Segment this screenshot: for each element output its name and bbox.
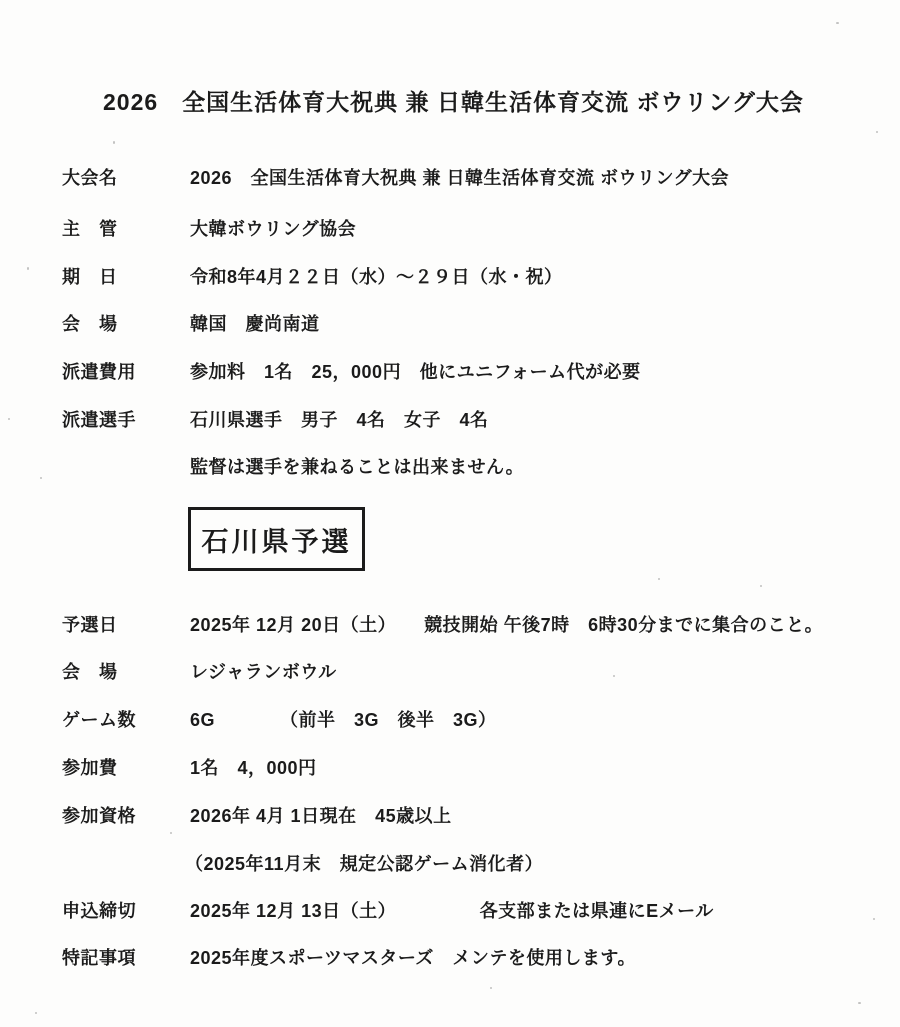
scan-speckle	[858, 1002, 861, 1004]
field-label: 特記事項	[62, 948, 136, 968]
field-label: 参加資格	[62, 806, 136, 826]
field-label: 派遣費用	[62, 362, 136, 382]
field-value: 石川県選手 男子 4名 女子 4名	[190, 410, 489, 430]
field-value: 2026 全国生活体育大祝典 兼 日韓生活体育交流 ボウリング大会	[190, 168, 730, 188]
field-value: レジャランボウル	[190, 662, 337, 682]
qualifier-heading-box	[188, 507, 365, 571]
row-haken-senshu	[62, 406, 489, 432]
field-value: 2025年 12月 13日（土） 各支部または県連にEメール	[190, 901, 714, 921]
scan-speckle	[35, 1012, 37, 1014]
scan-speckle	[40, 477, 42, 479]
field-label: 会 場	[62, 314, 118, 334]
scan-speckle	[876, 131, 878, 133]
field-value: 6G （前半 3G 後半 3G）	[190, 710, 497, 730]
row-tokki-jiko	[62, 944, 636, 970]
scan-speckle	[613, 675, 615, 677]
row-shikaku-note	[57, 850, 543, 876]
field-value: （2025年11月末 規定公認ゲーム消化者）	[185, 854, 544, 874]
field-label: 会 場	[62, 662, 118, 682]
scan-speckle	[658, 578, 660, 580]
row-shukan	[62, 215, 356, 241]
scan-speckle	[8, 418, 10, 420]
field-label: 主 管	[62, 219, 118, 239]
scan-speckle	[170, 832, 172, 834]
scan-speckle	[113, 141, 115, 144]
row-kantoku-note	[62, 453, 524, 479]
row-kijitsu	[62, 263, 563, 289]
row-yosenbi	[62, 611, 823, 637]
field-label: 派遣選手	[62, 410, 136, 430]
scan-speckle	[836, 22, 839, 24]
document-title: 2026 全国生活体育大祝典 兼 日韓生活体育交流 ボウリング大会	[103, 89, 804, 115]
scan-speckle	[760, 585, 762, 587]
field-value: 2026年 4月 1日現在 45歳以上	[190, 806, 452, 826]
row-taikai-mei	[62, 164, 729, 190]
field-label: 予選日	[62, 615, 118, 635]
field-value: 2025年度スポーツマスターズ メンテを使用します。	[190, 948, 636, 968]
row-kaijo	[62, 310, 320, 336]
field-label: 大会名	[62, 168, 118, 188]
field-label: ゲーム数	[62, 710, 136, 730]
field-value: 大韓ボウリング協会	[190, 219, 357, 239]
row-yosen-kaijo	[62, 658, 337, 684]
field-value: 参加料 1名 25，000円 他にユニフォーム代が必要	[190, 362, 641, 382]
scan-speckle	[490, 987, 492, 989]
field-label: 申込締切	[62, 901, 136, 921]
field-value: 令和8年4月２２日（水）～２９日（水・祝）	[190, 267, 563, 287]
qualifier-heading: 石川県予選	[201, 526, 352, 557]
field-label: 参加費	[62, 758, 118, 778]
scan-speckle	[27, 267, 29, 270]
row-sanka-shikaku	[62, 802, 452, 828]
field-label: 期 日	[62, 267, 118, 287]
field-value: 監督は選手を兼ねることは出来ません。	[190, 457, 525, 477]
field-value: 2025年 12月 20日（土） 競技開始 午後7時 6時30分までに集合のこと。	[190, 615, 824, 635]
row-haken-hiyo	[62, 358, 641, 384]
scan-speckle	[873, 918, 875, 920]
row-sankahi	[62, 754, 317, 780]
field-value: 韓国 慶尚南道	[190, 314, 320, 334]
field-value: 1名 4，000円	[190, 758, 317, 778]
row-game-su	[62, 706, 497, 732]
row-moshikomi-shimekiri	[62, 897, 714, 923]
